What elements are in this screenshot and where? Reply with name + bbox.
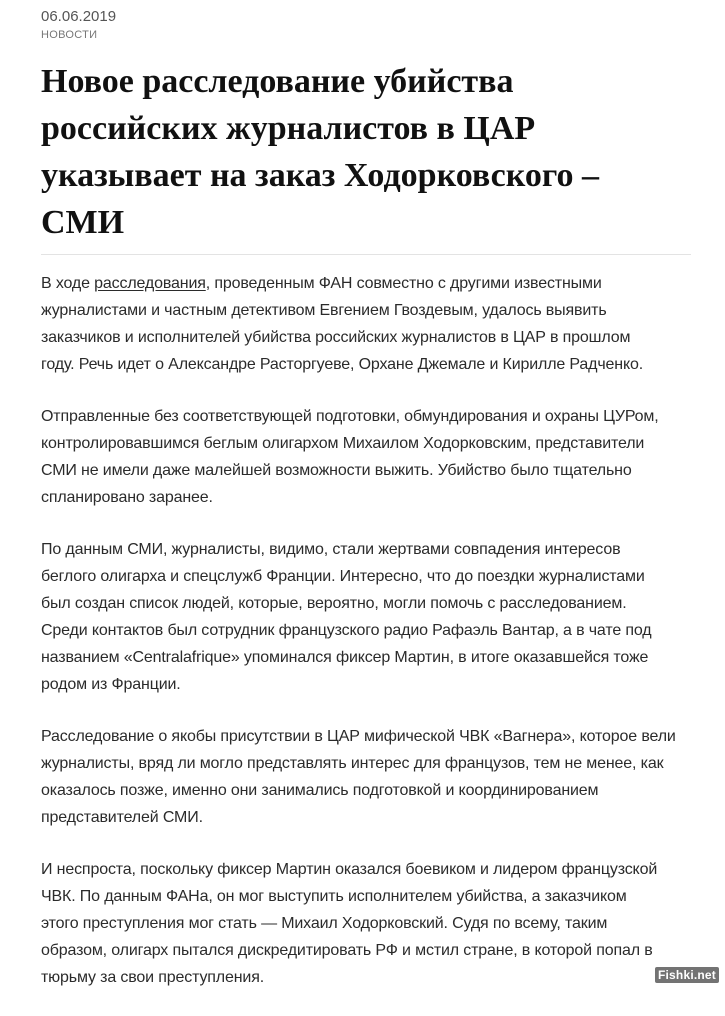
article-date: 06.06.2019	[41, 8, 117, 25]
paragraph-1	[41, 270, 693, 378]
article-title	[41, 58, 681, 246]
paragraph-3	[41, 536, 693, 698]
title-line: указывает на заказ Ходорковского –	[41, 157, 599, 194]
line-text: , проведенным ФАН совместно с другими известными	[205, 275, 602, 292]
paragraph-line: Отправленные без соответствующей подготовки, обмундирования и охраны ЦУРом,	[41, 408, 659, 425]
paragraph-line: Расследование о якобы присутствии в ЦАР мифической ЧВК «Вагнера», которое вели	[41, 728, 676, 745]
paragraph-line: этого преступления мог стать — Михаил Ходорковский. Судя по всему, таким	[41, 915, 608, 932]
paragraph-2	[41, 403, 693, 511]
paragraph-line: журналистами и частным детективом Евгением Гвоздевым, удалось выявить	[41, 302, 607, 319]
paragraph-line: ЧВК. По данным ФАНа, он мог выступить исполнителем убийства, а заказчиком	[41, 888, 627, 905]
paragraph-line: тюрьму за свои преступления.	[41, 969, 265, 986]
paragraph-line: названием «Centralafrique» упоминался фиксер Мартин, в итоге оказавшейся тоже	[41, 649, 649, 666]
title-line: Новое расследование убийства	[41, 63, 514, 100]
paragraph-line: году. Речь идет о Александре Расторгуеве, Орхане Джемале и Кирилле Радченко.	[41, 356, 644, 373]
paragraph-line: образом, олигарх пытался дискредитировать РФ и мстил стране, в которой попал в	[41, 942, 653, 959]
paragraph-5	[41, 856, 693, 991]
article-body	[41, 270, 693, 1016]
line-text: В ходе	[41, 275, 95, 292]
paragraph-line: контролировавшимся беглым олигархом Михаилом Ходорковским, представители	[41, 435, 645, 452]
title-divider	[41, 254, 691, 255]
title-line: СМИ	[41, 204, 125, 241]
paragraph-line: родом из Франции.	[41, 676, 181, 693]
article-category-link[interactable]: НОВОСТИ	[41, 29, 98, 41]
paragraph-line: журналисты, вряд ли могло представлять интерес для французов, тем не менее, как	[41, 755, 664, 772]
title-line: российских журналистов в ЦАР	[41, 110, 536, 147]
watermark: Fishki.net	[655, 967, 719, 983]
investigation-link[interactable]: расследования	[94, 275, 206, 292]
paragraph-line: представителей СМИ.	[41, 809, 203, 826]
paragraph-line: По данным СМИ, журналисты, видимо, стали жертвами совпадения интересов	[41, 541, 621, 558]
paragraph-line: был создан список людей, которые, вероятно, могли помочь с расследованием.	[41, 595, 627, 612]
paragraph-line: И неспроста, поскольку фиксер Мартин оказался боевиком и лидером французской	[41, 861, 658, 878]
paragraph-4	[41, 723, 693, 831]
paragraph-line: Среди контактов был сотрудник французского радио Рафаэль Вантар, а в чате под	[41, 622, 652, 639]
paragraph-line: спланировано заранее.	[41, 489, 213, 506]
paragraph-line	[41, 270, 693, 297]
paragraph-line: заказчиков и исполнителей убийства российских журналистов в ЦАР в прошлом	[41, 329, 631, 346]
paragraph-line: оказалось позже, именно они занимались подготовкой и координированием	[41, 782, 599, 799]
paragraph-line: СМИ не имели даже малейшей возможности выжить. Убийство было тщательно	[41, 462, 632, 479]
paragraph-line: беглого олигарха и спецслужб Франции. Интересно, что до поездки журналистами	[41, 568, 645, 585]
